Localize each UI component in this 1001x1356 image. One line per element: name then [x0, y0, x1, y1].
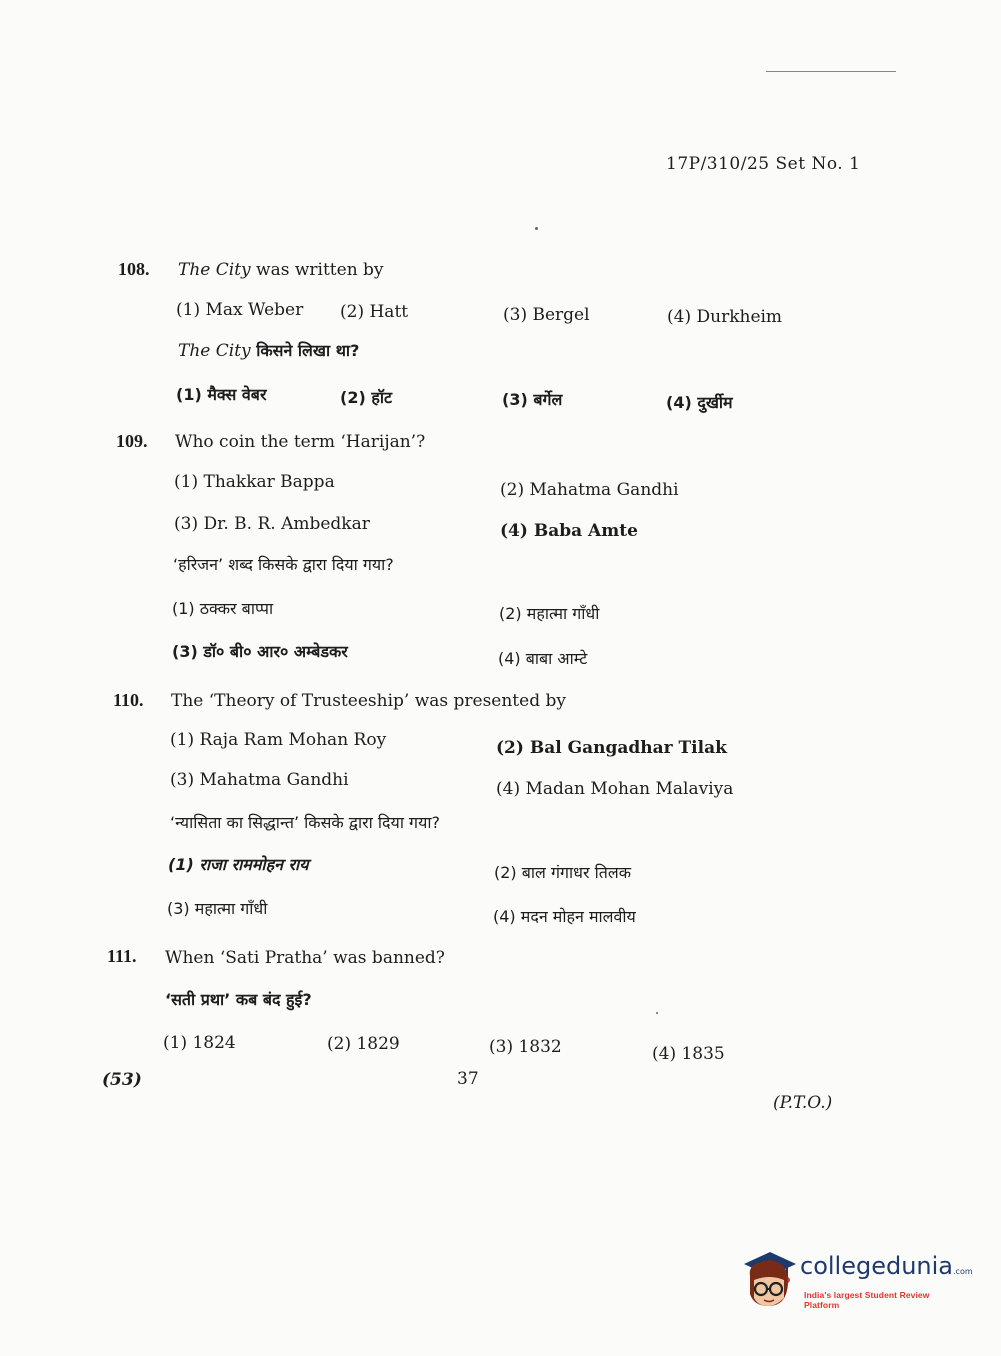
option-2-en[interactable]: (2) Mahatma Gandhi — [500, 480, 679, 500]
question-text-hi: ‘न्यासिता का सिद्धान्त’ किसके द्वारा दिया गया? — [170, 813, 440, 832]
option-3-hi[interactable]: (3) डॉ० बी० आर० अम्बेडकर — [172, 642, 348, 661]
collegedunia-logo — [742, 1248, 973, 1320]
option-2-hi[interactable]: (2) महात्मा गाँधी — [499, 604, 600, 623]
question-text-hi: ‘सती प्रथा’ कब बंद हुई? — [165, 990, 312, 1009]
option-4-hi[interactable]: (4) बाबा आम्टे — [498, 649, 588, 668]
question-text-en: Who coin the term ‘Harijan’? — [175, 432, 426, 452]
speck — [656, 1012, 658, 1014]
option-2-en[interactable]: (2) Hatt — [340, 302, 409, 322]
option-2-hi[interactable]: (2) बाल गंगाधर तिलक — [494, 863, 631, 882]
option-2-en[interactable]: (2) Bal Gangadhar Tilak — [496, 738, 727, 758]
option-1-hi[interactable]: (1) मैक्स वेबर — [176, 385, 267, 404]
page-number: 37 — [457, 1069, 479, 1089]
option-2-hi[interactable]: (2) हॉट — [340, 388, 393, 407]
speck — [535, 227, 538, 230]
question-text-en: When ‘Sati Pratha’ was banned? — [165, 948, 445, 968]
option-3-en[interactable]: (3) Bergel — [503, 305, 590, 325]
option-4-en[interactable]: (4) Madan Mohan Malaviya — [496, 779, 734, 799]
question-text-en: The ‘Theory of Trusteeship’ was presented by — [171, 691, 566, 711]
logo-tagline: India's largest Student Review Platform — [804, 1290, 930, 1310]
option-3-hi[interactable]: (3) महात्मा गाँधी — [167, 899, 268, 918]
question-number: 108. — [118, 259, 150, 279]
question-text-hi: ‘हरिजन’ शब्द किसके द्वारा दिया गया? — [173, 555, 394, 574]
pto-label: (P.T.O.) — [773, 1093, 833, 1113]
option-4-hi[interactable]: (4) मदन मोहन मालवीय — [493, 907, 636, 926]
option-4[interactable]: (4) 1835 — [652, 1044, 725, 1064]
option-3-hi[interactable]: (3) बर्गेल — [502, 390, 563, 409]
question-number: 111. — [107, 946, 137, 966]
option-1-en[interactable]: (1) Max Weber — [176, 300, 304, 320]
option-4-hi[interactable]: (4) दुर्खीम — [666, 393, 733, 412]
question-number: 109. — [116, 431, 148, 451]
footer-code: (53) — [102, 1070, 142, 1090]
option-1[interactable]: (1) 1824 — [163, 1033, 236, 1053]
question-number: 110. — [113, 690, 144, 710]
option-1-hi[interactable]: (1) ठक्कर बाप्पा — [172, 599, 274, 618]
question-text-en: The City was written by — [178, 260, 384, 280]
option-3-en[interactable]: (3) Mahatma Gandhi — [170, 770, 349, 790]
mascot-icon — [742, 1248, 800, 1314]
logo-wordmark: collegedunia.com — [800, 1252, 973, 1280]
set-code: 17P/310/25 Set No. 1 — [666, 154, 861, 174]
option-3-en[interactable]: (3) Dr. B. R. Ambedkar — [174, 514, 370, 534]
option-4-en[interactable]: (4) Durkheim — [667, 307, 783, 327]
top-rule — [766, 71, 896, 72]
option-1-hi[interactable]: (1) राजा राममोहन राय — [168, 855, 309, 874]
option-3[interactable]: (3) 1832 — [489, 1037, 562, 1057]
option-1-en[interactable]: (1) Thakkar Bappa — [174, 472, 335, 492]
option-2[interactable]: (2) 1829 — [327, 1034, 400, 1054]
option-4-en[interactable]: (4) Baba Amte — [500, 521, 638, 541]
option-1-en[interactable]: (1) Raja Ram Mohan Roy — [170, 730, 387, 750]
question-text-hi: The City किसने लिखा था? — [178, 341, 360, 361]
